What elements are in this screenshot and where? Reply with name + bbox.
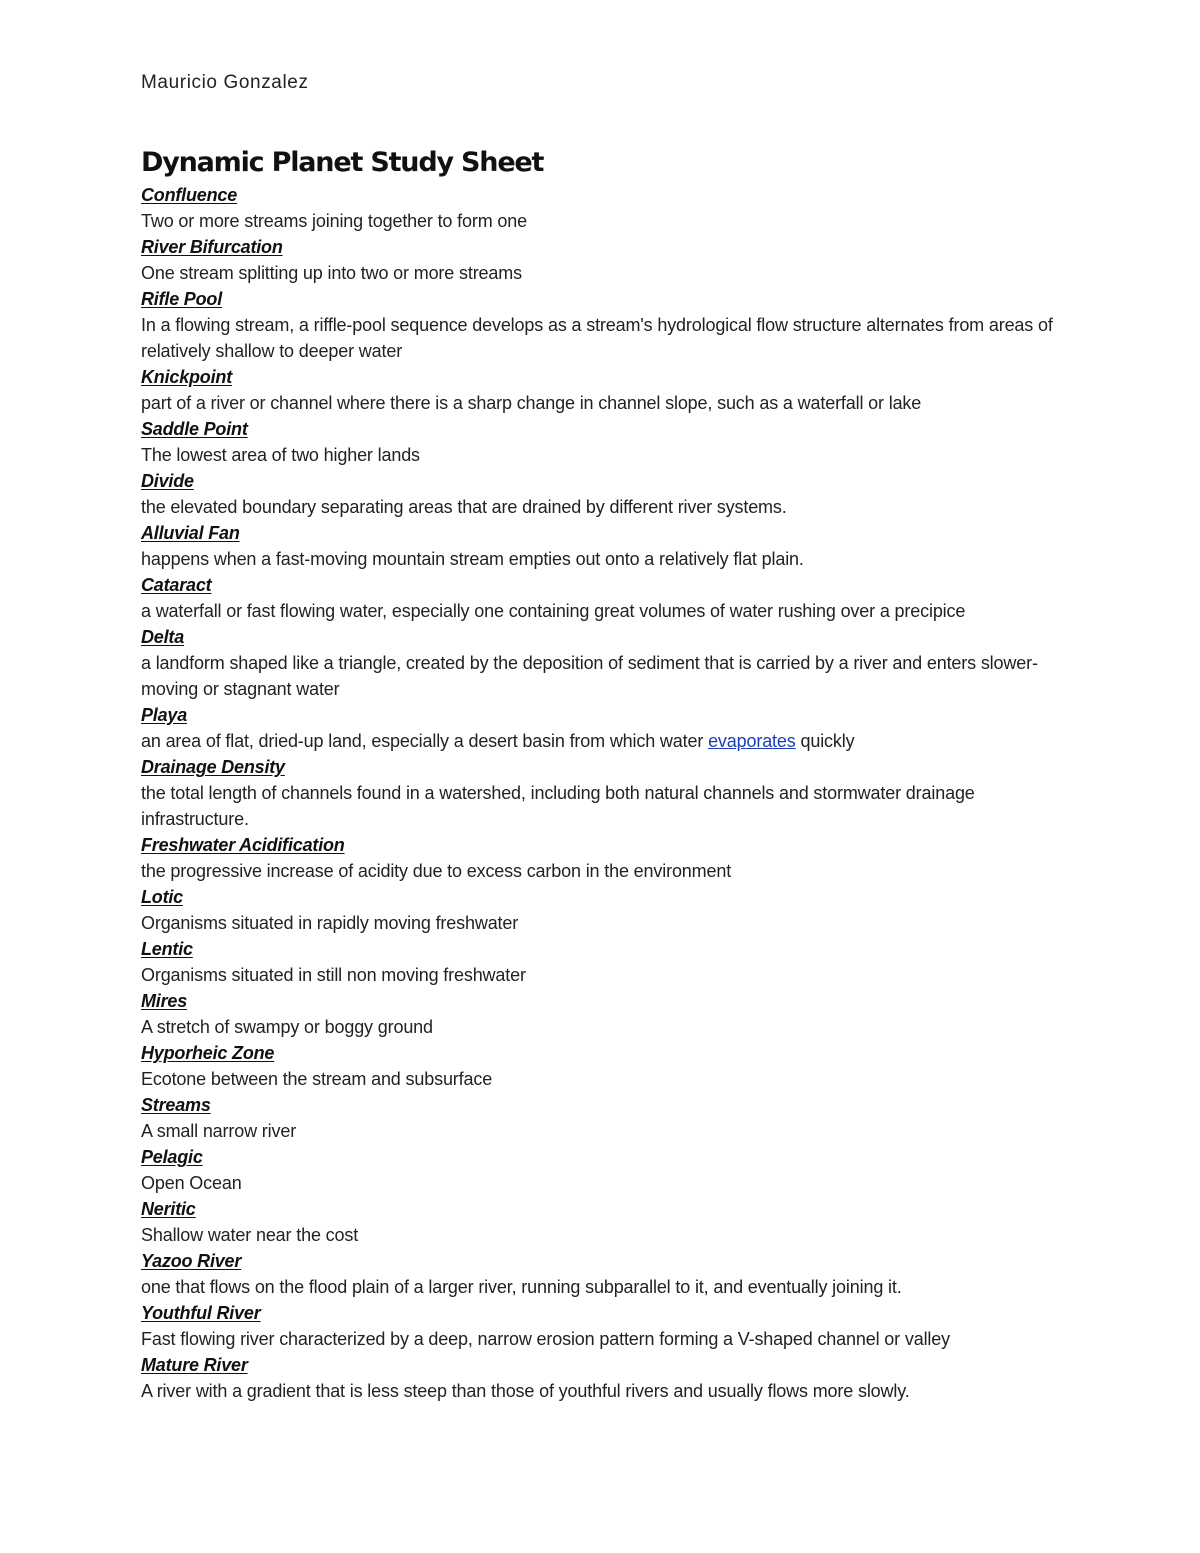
glossary-definition: a landform shaped like a triangle, created by the deposition of sediment that is carried by a river and enters slower-moving or stagnant water	[141, 653, 1038, 699]
glossary-entry	[141, 1144, 1101, 1196]
glossary-term: Knickpoint	[141, 367, 232, 387]
glossary-term: River Bifurcation	[141, 237, 283, 257]
glossary-entry	[141, 624, 1101, 702]
definition-text: quickly	[795, 731, 855, 751]
glossary-term: Youthful River	[141, 1303, 261, 1323]
glossary-definition: a waterfall or fast flowing water, especially one containing great volumes of water rushing over a precipice	[141, 601, 966, 621]
evaporates-link[interactable]: evaporates	[708, 731, 796, 751]
glossary-definition: Open Ocean	[141, 1173, 242, 1193]
glossary-term: Mature River	[141, 1355, 248, 1375]
glossary-definition: One stream splitting up into two or more streams	[141, 263, 522, 283]
glossary-term: Divide	[141, 471, 194, 491]
glossary-entry	[141, 1248, 1101, 1300]
glossary-definition: A small narrow river	[141, 1121, 297, 1141]
glossary-term: Delta	[141, 627, 185, 647]
glossary-entry	[141, 988, 1101, 1040]
glossary-entry	[141, 234, 1101, 286]
glossary-definition: happens when a fast-moving mountain stream empties out onto a relatively flat plain.	[141, 549, 804, 569]
glossary-term: Hyporheic Zone	[141, 1043, 275, 1063]
glossary-term: Lotic	[141, 887, 183, 907]
glossary-entry	[141, 572, 1101, 624]
glossary-entry	[141, 1352, 1101, 1404]
glossary-definition: Fast flowing river characterized by a deep, narrow erosion pattern forming a V-shaped channel or valley	[141, 1329, 950, 1349]
glossary-definition: In a flowing stream, a riffle-pool sequence develops as a stream's hydrological flow structure alternates from areas of relatively shallow to deeper water	[141, 315, 1053, 361]
glossary-definition: Organisms situated in still non moving freshwater	[141, 965, 526, 985]
glossary-term: Saddle Point	[141, 419, 248, 439]
glossary-definition: A stretch of swampy or boggy ground	[141, 1017, 433, 1037]
glossary-definition: the progressive increase of acidity due to excess carbon in the environment	[141, 861, 732, 881]
document-page	[141, 70, 1101, 1404]
glossary-definition: Two or more streams joining together to form one	[141, 211, 527, 231]
author-name: Mauricio Gonzalez	[141, 72, 309, 93]
glossary-term: Freshwater Acidification	[141, 835, 345, 855]
glossary-entry	[141, 1300, 1101, 1352]
glossary-term: Confluence	[141, 185, 238, 205]
definition-text: an area of flat, dried-up land, especially a desert basin from which water	[141, 731, 709, 751]
glossary-term: Mires	[141, 991, 188, 1011]
glossary-term: Streams	[141, 1095, 211, 1115]
glossary-entry	[141, 936, 1101, 988]
glossary-term: Yazoo River	[141, 1251, 242, 1271]
glossary-term: Pelagic	[141, 1147, 203, 1167]
glossary-entry	[141, 1196, 1101, 1248]
glossary-entry	[141, 832, 1101, 884]
glossary-definition: Ecotone between the stream and subsurface	[141, 1069, 493, 1089]
glossary-definition: one that flows on the flood plain of a larger river, running subparallel to it, and eventually joining it.	[141, 1277, 902, 1297]
glossary-term: Drainage Density	[141, 757, 285, 777]
glossary-entry	[141, 468, 1101, 520]
glossary-definition	[141, 728, 1071, 754]
glossary-entry	[141, 1092, 1101, 1144]
glossary-entry	[141, 1040, 1101, 1092]
glossary-list	[141, 182, 1101, 1404]
glossary-term: Neritic	[141, 1199, 196, 1219]
glossary-entry	[141, 416, 1101, 468]
glossary-entry	[141, 364, 1101, 416]
glossary-term: Cataract	[141, 575, 212, 595]
glossary-term: Lentic	[141, 939, 193, 959]
glossary-definition: the elevated boundary separating areas that are drained by different river systems.	[141, 497, 787, 517]
glossary-entry	[141, 182, 1101, 234]
glossary-term: Playa	[141, 705, 188, 725]
page-title: Dynamic Planet Study Sheet	[141, 147, 544, 178]
glossary-entry	[141, 754, 1101, 832]
glossary-definition: Organisms situated in rapidly moving freshwater	[141, 913, 519, 933]
glossary-definition: the total length of channels found in a watershed, including both natural channels and stormwater drainage infrastructure.	[141, 783, 975, 829]
glossary-entry	[141, 286, 1101, 364]
glossary-term: Rifle Pool	[141, 289, 223, 309]
glossary-entry	[141, 702, 1101, 754]
glossary-definition: A river with a gradient that is less steep than those of youthful rivers and usually flows more slowly.	[141, 1381, 910, 1401]
glossary-definition: part of a river or channel where there is a sharp change in channel slope, such as a waterfall or lake	[141, 393, 922, 413]
glossary-term: Alluvial Fan	[141, 523, 240, 543]
glossary-entry	[141, 884, 1101, 936]
glossary-entry	[141, 520, 1101, 572]
glossary-definition: Shallow water near the cost	[141, 1225, 359, 1245]
glossary-definition: The lowest area of two higher lands	[141, 445, 420, 465]
